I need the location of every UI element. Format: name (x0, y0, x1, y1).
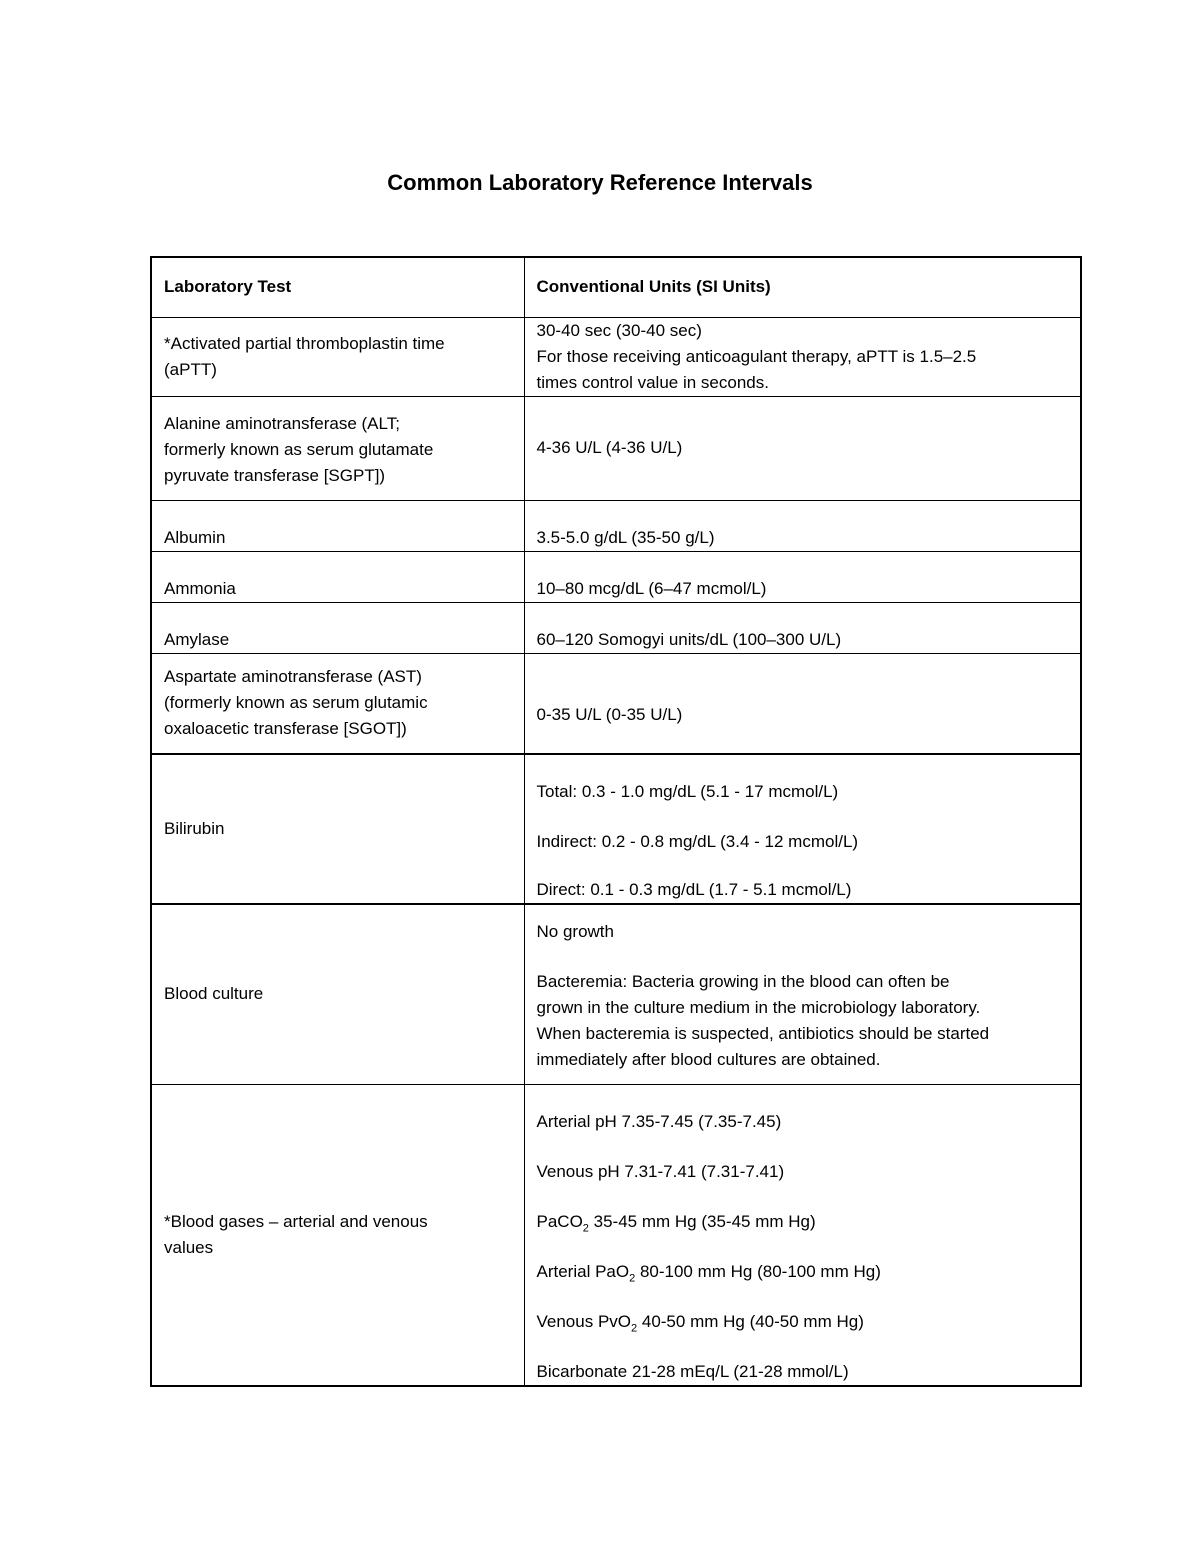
header-test: Laboratory Test (151, 257, 524, 317)
test-name-cell (151, 602, 524, 653)
value-line: No growth (536, 922, 614, 941)
value-line: 30-40 sec (30-40 sec) (536, 320, 702, 340)
value-cell (524, 1084, 1081, 1386)
test-name-line: pyruvate transferase [SGPT]) (164, 465, 386, 485)
table-row (151, 754, 1081, 904)
value-cell (524, 602, 1081, 653)
table-row (151, 396, 1081, 500)
value-line: 4-36 U/L (4-36 U/L) (536, 438, 683, 457)
value-line: immediately after blood cultures are obtained. (536, 1050, 881, 1069)
value-line: Indirect: 0.2 - 0.8 mg/dL (3.4 - 12 mcmol/L) (536, 832, 859, 851)
value-line: times control value in seconds. (536, 372, 769, 392)
test-name-line: (aPTT) (164, 359, 217, 379)
test-name-line: Alanine aminotransferase (ALT; (164, 413, 400, 433)
header-units: Conventional Units (SI Units) (524, 257, 1081, 317)
value-cell (524, 500, 1081, 551)
table-row (151, 904, 1081, 1084)
value-cell (524, 754, 1081, 904)
value-cell (524, 396, 1081, 500)
value-cell (524, 551, 1081, 602)
test-name-line: Albumin (164, 527, 226, 547)
test-name-cell (151, 500, 524, 551)
value-line: PaCO$_2$ 35-45 mm Hg (35-45 mm Hg) (536, 1212, 816, 1235)
value-line: When bacteremia is suspected, antibiotics should be started (536, 1024, 990, 1043)
test-name-line: Bilirubin (164, 819, 225, 838)
test-name-line: oxaloacetic transferase [SGOT]) (164, 719, 407, 739)
value-line: Bicarbonate 21-28 mEq/L (21-28 mmol/L) (536, 1362, 849, 1381)
value-line: 0-35 U/L (0-35 U/L) (536, 705, 683, 725)
value-line: Arterial pH 7.35-7.45 (7.35-7.45) (536, 1112, 782, 1131)
value-line: Total: 0.3 - 1.0 mg/dL (5.1 - 17 mcmol/L) (536, 782, 839, 801)
test-name-line: (formerly known as serum glutamic (164, 693, 428, 713)
value-line: Arterial PaO$_2$ 80-100 mm Hg (80-100 mm Hg) (536, 1262, 881, 1285)
value-line: grown in the culture medium in the microbiology laboratory. (536, 998, 981, 1017)
value-line: For those receiving anticoagulant therapy, aPTT is 1.5–2.5 (536, 346, 977, 366)
test-name-line: Blood culture (164, 984, 264, 1004)
value-cell (524, 653, 1081, 754)
table-row (151, 317, 1081, 396)
reference-table (150, 256, 1082, 1387)
test-name-line: *Blood gases – arterial and venous (164, 1211, 428, 1231)
value-line: 10–80 mcg/dL (6–47 mcmol/L) (536, 578, 767, 598)
table-row (151, 551, 1081, 602)
test-name-cell (151, 653, 524, 754)
value-line: Venous PvO$_2$ 40-50 mm Hg (40-50 mm Hg) (536, 1312, 864, 1335)
value-line: 3.5-5.0 g/dL (35-50 g/L) (536, 527, 715, 547)
value-cell (524, 317, 1081, 396)
value-line: Venous pH 7.31-7.41 (7.31-7.41) (536, 1162, 785, 1181)
test-name-line: *Activated partial thromboplastin time (164, 333, 445, 353)
test-name-cell (151, 396, 524, 500)
page-title: Common Laboratory Reference Intervals (387, 170, 813, 195)
table-header-row (151, 257, 1081, 317)
value-line: Bacteremia: Bacteria growing in the blood can often be (536, 972, 950, 991)
table-row (151, 1084, 1081, 1386)
test-name-cell (151, 317, 524, 396)
test-name-cell (151, 754, 524, 904)
value-cell (524, 904, 1081, 1084)
test-name-cell (151, 1084, 524, 1386)
test-name-cell (151, 904, 524, 1084)
value-line: Direct: 0.1 - 0.3 mg/dL (1.7 - 5.1 mcmol/L) (536, 880, 852, 899)
test-name-line: values (164, 1237, 214, 1257)
test-name-line: Aspartate aminotransferase (AST) (164, 667, 422, 687)
test-name-line: formerly known as serum glutamate (164, 439, 434, 459)
value-line: 60–120 Somogyi units/dL (100–300 U/L) (536, 629, 842, 649)
test-name-line: Ammonia (164, 578, 236, 598)
test-name-cell (151, 551, 524, 602)
table-row (151, 602, 1081, 653)
test-name-line: Amylase (164, 629, 230, 649)
table-row (151, 653, 1081, 754)
table-row (151, 500, 1081, 551)
